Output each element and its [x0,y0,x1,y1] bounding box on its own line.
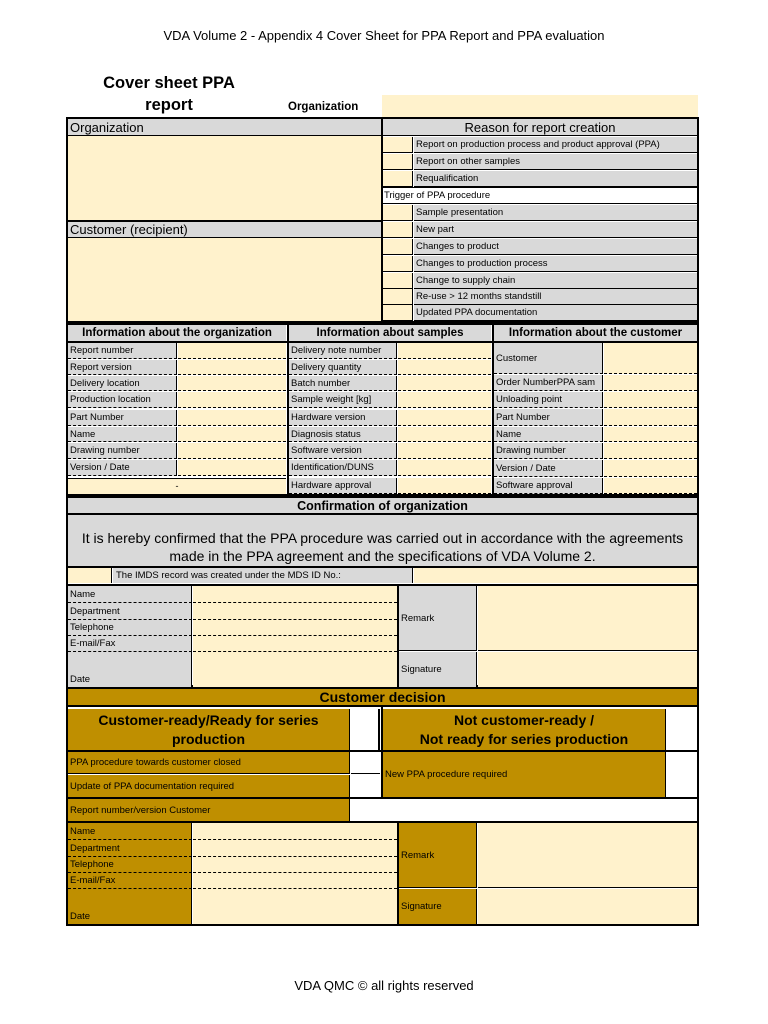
customer-contact-label-3: E-mail/Fax [68,873,192,889]
org-field-label-1: Report version [68,360,177,375]
sample-field-value-0[interactable] [398,343,491,359]
org-field-value-1[interactable] [178,360,286,375]
customer-remark-label: Remark [399,823,477,888]
not-ready-checkbox[interactable] [667,709,697,750]
sample-field-label-8: Hardware approval [289,478,397,494]
trigger-checkbox-6[interactable] [383,305,413,321]
organization-field[interactable] [68,136,381,220]
org-field-label-0: Report number [68,343,177,359]
org-contact-label-0: Name [68,586,192,603]
customer-signature-field[interactable] [478,889,697,924]
trigger-checkbox-4[interactable] [383,273,413,289]
customer-contact-value-0[interactable] [193,823,397,840]
trigger-label-4: Change to supply chain [414,273,697,289]
sample-field-value-4[interactable] [398,410,491,426]
customer-decision-header: Customer decision [66,687,699,707]
sample-field-value-3[interactable] [398,392,491,408]
customer-contact-value-3[interactable] [193,873,397,889]
customer-field-label-4: Name [494,427,603,442]
org-contact-label-4: Date [68,652,192,687]
customer-field-value-6[interactable] [604,460,697,477]
update-ppa-label: Update of PPA documentation required [68,775,350,797]
trigger-label-1: New part [414,222,697,238]
sample-field-label-4: Hardware version [289,410,397,426]
org-signature-field[interactable] [478,652,697,687]
ready-for-series-checkbox[interactable] [351,709,380,750]
trigger-label-0: Sample presentation [414,205,697,221]
sample-field-label-3: Sample weight [kg] [289,392,397,408]
org-field-label-3: Production location [68,392,177,408]
org-contact-label-2: Telephone [68,620,192,636]
reason-checkbox-2[interactable] [383,171,413,187]
customer-field-label-7: Software approval [494,478,603,494]
trigger-label-3: Changes to production process [414,256,697,272]
customer-contact-value-2[interactable] [193,857,397,873]
imds-field[interactable] [414,568,697,583]
org-contact-value-0[interactable] [193,586,397,603]
trigger-checkbox-5[interactable] [383,289,413,305]
org-field-value-7[interactable] [178,460,286,476]
org-field-value-5[interactable] [178,427,286,442]
customer-remark-field[interactable] [478,823,697,888]
org-field-label-7: Version / Date [68,460,177,476]
org-field-value-0[interactable] [178,343,286,359]
org-contact-value-3[interactable] [193,636,397,652]
trigger-checkbox-1[interactable] [383,222,413,238]
customer-contact-label-1: Department [68,840,192,857]
reason-checkbox-0[interactable] [383,137,413,153]
org-field-label-5: Name [68,427,177,442]
customer-contact-value-1[interactable] [193,840,397,857]
sample-field-value-5[interactable] [398,427,491,442]
customer-field-label-1: Order NumberPPA sam [494,375,603,391]
sample-field-value-2[interactable] [398,376,491,391]
org-field-label-2: Delivery location [68,376,177,391]
trigger-checkbox-2[interactable] [383,239,413,255]
not-ready-line-2: Not ready for series production [419,731,629,747]
org-field-value-2[interactable] [178,376,286,391]
sample-field-label-7: Identification/DUNS [289,460,397,476]
reason-label-0: Report on production process and product approval (PPA) [414,137,697,153]
organization-top-label: Organization [288,101,359,113]
trigger-label-5: Re-use > 12 months standstill [414,289,697,305]
customer-field-label-6: Version / Date [494,460,603,477]
ready-line-2: production [171,731,246,747]
customer-field-label-5: Drawing number [494,443,603,459]
trigger-checkbox-3[interactable] [383,256,413,272]
org-field-value-6[interactable] [178,443,286,459]
customer-field-value-4[interactable] [604,427,697,442]
trigger-label-6: Updated PPA documentation [414,305,697,321]
customer-field-label-3: Part Number [494,409,603,426]
customer-contact-label-2: Telephone [68,857,192,873]
trigger-label-2: Changes to product [414,239,697,255]
customer-field-label-0: Customer [494,343,603,374]
title-line-2: report [145,96,193,114]
customer-field-value-0[interactable] [604,343,697,374]
title-line-1: Cover sheet PPA [103,74,235,92]
customer-field-value-7[interactable] [604,478,697,494]
sample-field-value-7[interactable] [398,460,491,476]
sample-field-value-1[interactable] [398,360,491,375]
not-ready-label [383,709,666,750]
ppa-closed-checkbox[interactable] [351,752,380,774]
customer-field-value-3[interactable] [604,409,697,426]
org-field-value-3[interactable] [178,392,286,408]
sample-field-label-6: Software version [289,443,397,459]
customer-recipient-header: Customer (recipient) [68,220,381,238]
customer-field-value-1[interactable] [604,375,697,391]
reason-header: Reason for report creation [383,119,697,136]
sample-field-label-1: Delivery quantity [289,360,397,375]
customer-signature-label: Signature [399,889,477,924]
org-remark-field[interactable] [478,586,697,651]
sample-field-value-8[interactable] [398,478,491,494]
org-contact-value-1[interactable] [193,603,397,620]
sample-field-value-6[interactable] [398,443,491,459]
customer-recipient-field[interactable] [68,238,381,321]
new-ppa-checkbox[interactable] [667,752,697,797]
org-contact-label-1: Department [68,603,192,620]
update-ppa-checkbox[interactable] [351,775,380,797]
info-samples-header: Information about samples [289,325,491,341]
report-number-customer-label: Report number/version Customer [68,799,350,821]
sample-field-label-5: Diagnosis status [289,427,397,442]
org-field-label-4: Part Number [68,410,177,426]
reason-label-2: Requalification [414,171,697,187]
sample-field-label-2: Batch number [289,376,397,391]
org-field-label-6: Drawing number [68,443,177,459]
page-header: VDA Volume 2 - Appendix 4 Cover Sheet for PPA Report and PPA evaluation [163,28,605,43]
organization-header: Organization [68,119,381,136]
org-extra-field[interactable]: - [68,478,286,494]
customer-field-label-2: Unloading point [494,392,603,408]
trigger-checkbox-0[interactable] [383,205,413,221]
imds-label: The IMDS record was created under the MDS ID No.: [113,568,413,583]
ready-line-1: Customer-ready/Ready for series [98,712,319,728]
org-contact-value-2[interactable] [193,620,397,636]
imds-checkbox[interactable] [68,568,112,583]
reason-label-1: Report on other samples [414,154,697,170]
org-signature-label: Signature [399,652,477,687]
customer-contact-label-0: Name [68,823,192,840]
reason-checkbox-1[interactable] [383,154,413,170]
customer-contact-label-4: Date [68,889,192,924]
confirmation-text [68,515,697,566]
confirmation-text-line-1: It is hereby confirmed that the PPA procedure was carried out in accordance with the agreements [81,530,684,546]
page-title [84,72,254,116]
org-contact-label-3: E-mail/Fax [68,636,192,652]
confirmation-header: Confirmation of organization [68,498,697,513]
customer-field-value-5[interactable] [604,443,697,459]
organization-top-field[interactable] [382,95,698,117]
ppa-closed-label: PPA procedure towards customer closed [68,752,350,774]
new-ppa-label: New PPA procedure required [383,752,666,797]
info-customer-header: Information about the customer [494,325,697,341]
org-field-value-4[interactable] [178,410,286,426]
page-footer: VDA QMC © all rights reserved [294,978,474,993]
confirmation-text-line-2: made in the PPA agreement and the specifications of VDA Volume 2. [169,548,596,564]
sample-field-label-0: Delivery note number [289,343,397,359]
ready-for-series-label [68,709,350,750]
not-ready-line-1: Not customer-ready / [453,712,595,728]
info-organization-header: Information about the organization [68,325,286,341]
report-number-customer-field[interactable] [351,799,697,821]
org-contact-value-4[interactable] [193,652,397,687]
customer-field-value-2[interactable] [604,392,697,408]
org-remark-label: Remark [399,586,477,651]
trigger-header: Trigger of PPA procedure [383,187,697,204]
customer-contact-value-4[interactable] [193,889,397,924]
